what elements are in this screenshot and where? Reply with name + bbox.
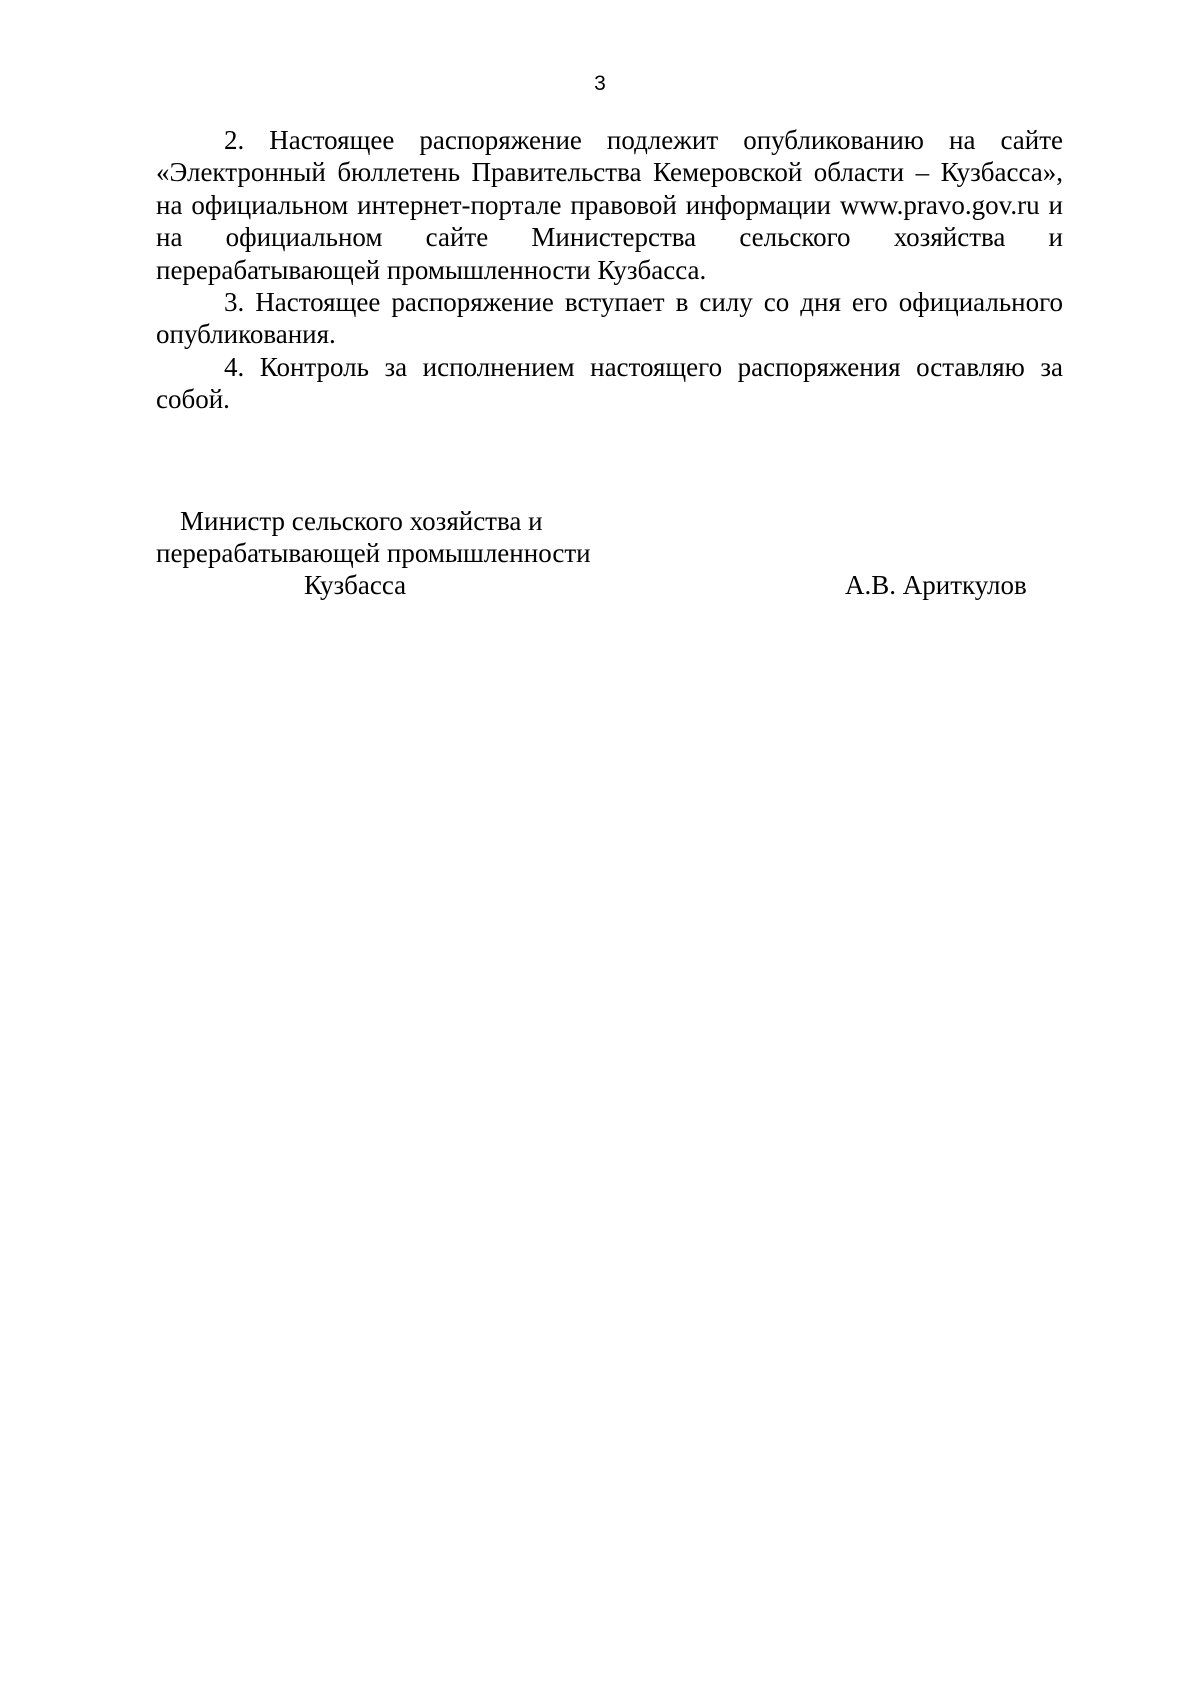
- signature-position-line: Кузбасса: [304, 570, 407, 600]
- signatory-name: А.В. Ариткулов: [845, 570, 1027, 600]
- document-body: [156, 124, 1063, 416]
- paragraph-effective-date: 3. Настоящее распоряжение вступает в силу со дня его официального опубликования.: [156, 287, 1063, 350]
- signature-position: [156, 505, 656, 601]
- paragraph-publication: 2. Настоящее распоряжение подлежит опубликованию на сайте «Электронный бюллетень Правительства Кемеровской области – Кузбасса», на официальном интернет-портале правовой информации www.pravo.gov.ru и на официальном сайте Министерства сельского хозяйства и перерабатывающей промышленности Кузбасса.: [156, 125, 1063, 285]
- page-number: 3: [594, 72, 606, 95]
- signature-position-line: перерабатывающей промышленности: [156, 538, 591, 568]
- paragraph-control: 4. Контроль за исполнением настоящего распоряжения оставляю за собой.: [156, 351, 1063, 415]
- signature-position-line: Министр сельского хозяйства и: [180, 506, 543, 536]
